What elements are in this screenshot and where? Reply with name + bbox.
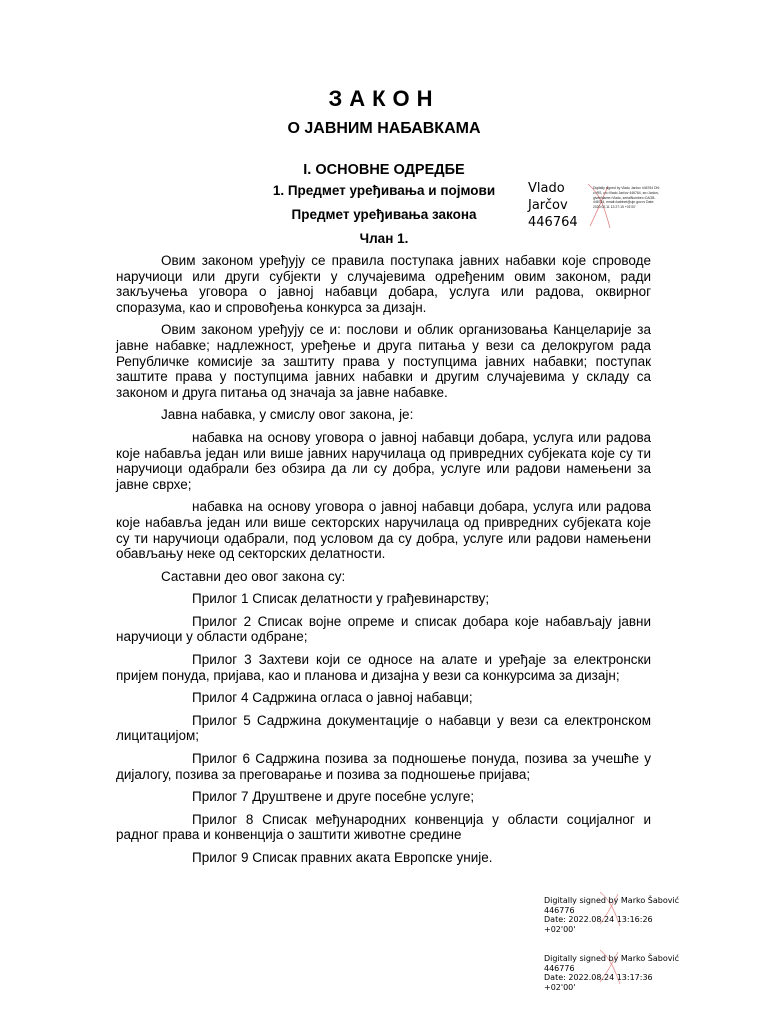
subsection-heading: Предмет уређивања закона (291, 207, 477, 222)
article-heading: Члан 1. (359, 231, 409, 246)
annex-item: Прилог 2 Списак војне опреме и списак добара које набављају јавни наручиоци у области одбране; (116, 613, 651, 645)
signature-details: Digitally signed by Vlado Jarčov 446764 DN: c=RS, cn=Vlado Jarčov 446764, sn=Jarčov, givenName=Vlado, serialNumber=CAGB-446764, email=kabinet@ujn.gov.rs Date: 2020.02.11 12:27:15 +01'00' (593, 186, 660, 210)
annex-item: Прилог 1 Списак делатности у грађевинарству; (192, 591, 490, 607)
annex-intro: Саставни део овог закона су: (161, 568, 346, 584)
annex-item: Прилог 8 Списак међународних конвенција у области социјалног и радног права и конвенција о заштити животне средине (116, 811, 651, 843)
chapter-heading: I. ОСНОВНЕ ОДРЕДБЕ (303, 162, 465, 178)
annex-item: Прилог 3 Захтеви који се односе на алате и уређаје за електронски пријем понуда, пријава, као и планова и дизајна у вези са конкурсима за дизајн; (116, 652, 651, 683)
list-item: набавка на основу уговора о јавној набавци добара, услуга или радова које набавља један или више секторских наручилаца од привредних субјеката које су ти наручиоци одабрали, под условом да су добра, услуге или радови намењени обављању неке од секторских делатности. (116, 499, 651, 562)
signature-line: 446776 (544, 963, 575, 973)
signature-line: Digitally signed by Marko Šabović (544, 896, 680, 905)
digital-signature-marko-1 (544, 896, 684, 934)
annex-item: Прилог 9 Списак правних аката Европске уније. (192, 850, 493, 865)
article-body (116, 253, 651, 873)
annex-item: Прилог 4 Садржина огласа о јавној набавци; (192, 690, 473, 706)
digital-signature-marko-2 (544, 954, 684, 992)
signature-line: Date: 2022.08.24 13:16:26 +02'00' (544, 915, 653, 934)
paragraph: Овим законом уређују се правила поступака јавних набавки које спроводе наручиоци или други субјекти у случајевима одређеним овим законом, ради закључења уговора о јавној набавци добара, услуга или радова, оквирног споразума, као и спровођења конкурса за дизајн. (116, 253, 651, 315)
paragraph: Јавна набавка, у смислу овог закона, је: (161, 407, 414, 423)
paragraph: Овим законом уређују се и: послови и облик организовања Канцеларије за јавне набавке; надлежност, уређење и друга питања у вези са делокругом рада Републичке комисије за заштиту права у поступцима јавних набавки; поступак заштите права у поступцима јавних набавки и другим случајевима у складу са законом и друга питања од значаја за јавне набавке. (116, 322, 651, 400)
section-heading: 1. Предмет уређивања и појмови (272, 183, 496, 198)
annex-item: Прилог 7 Друштвене и друге посебне услуге; (192, 789, 475, 805)
annex-item: Прилог 5 Садржина документације о набавци у вези са електронском лицитацијом; (116, 712, 651, 744)
signature-line: Digitally signed by Marko Šabović (544, 954, 680, 963)
signer-name: Vlado Jarčov 446764 (528, 181, 578, 230)
law-title: ЗАКОН (328, 86, 440, 111)
list-item: набавка на основу уговора о јавној набавци добара, услуга или радова које набавља један или више јавних наручилаца од привредних субјеката које су ти наручиоци одабрали без обзира да ли су добра, услуге или радови намењени за јавне сврхе; (116, 429, 651, 492)
signature-line: 446776 (544, 905, 575, 915)
signature-line: Date: 2022.08.24 13:17:36 +02'00' (544, 973, 653, 992)
annex-item: Прилог 6 Садржина позива за подношење понуда, позива за учешће у дијалогу, позива за преговарање и позива за подношење пријава; (116, 751, 651, 782)
law-subtitle: О ЈАВНИМ НАБАВКАМА (287, 120, 481, 137)
digital-signature-vlado (528, 180, 658, 232)
